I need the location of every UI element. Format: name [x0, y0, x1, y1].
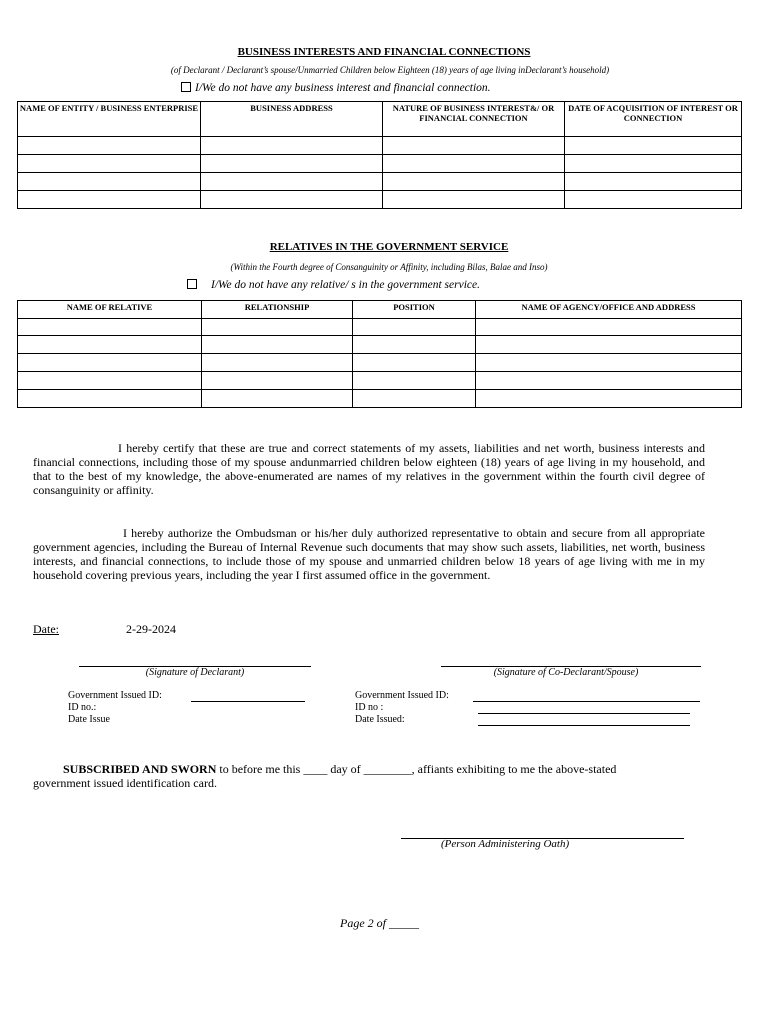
column-header: NAME OF AGENCY/OFFICE AND ADDRESS	[476, 301, 742, 319]
declarant-date-issue-label: Date Issue	[68, 714, 110, 725]
declarant-id-no-label: ID no.:	[68, 702, 97, 713]
declarant-gov-id-label: Government Issued ID:	[68, 690, 162, 701]
table-row	[18, 319, 742, 336]
authorization-paragraph: I hereby authorize the Ombudsman or his/her duly authorized representative to obtain and secure from all appropriate government agencies, including the Bureau of Internal Revenue such documents that may show such assets, liabilities, net worth, business interests, and financial connections, to include those of my spouse and unmarried children below 18 years of age living with me in my household covering previous years, including the year I first assumed office in the government.	[33, 526, 705, 582]
table-row	[18, 155, 742, 173]
declarant-gov-id-field[interactable]	[191, 701, 305, 702]
column-header: DATE OF ACQUISITION OF INTEREST OR CONNECTION	[565, 102, 742, 137]
table-header-row	[18, 102, 742, 137]
no-business-interest-checkbox[interactable]	[181, 82, 191, 92]
column-header: NAME OF ENTITY / BUSINESS ENTERPRISE	[18, 102, 201, 137]
codeclarant-gov-id-field[interactable]	[473, 701, 700, 702]
business-section-title: BUSINESS INTERESTS AND FINANCIAL CONNECTIONS	[237, 46, 531, 58]
no-relatives-label: I/We do not have any relative/ s in the government service.	[211, 279, 480, 291]
page-number: Page 2 of _____	[340, 916, 419, 930]
declarant-signature-label: (Signature of Declarant)	[145, 667, 245, 678]
column-header: RELATIONSHIP	[202, 301, 353, 319]
business-interests-table	[17, 101, 742, 209]
table-row	[18, 390, 742, 408]
codeclarant-id-no-field[interactable]	[478, 713, 690, 714]
certification-paragraph: I hereby certify that these are true and correct statements of my assets, liabilities and net worth, business interests and financial connections, including those of my spouse andunmarried children below eighteen (18) years of age living in my household, and that to the best of my knowledge, the above-enumerated are names of my relatives in the government within the fourth civil degree of consanguinity or affinity.	[33, 441, 705, 497]
table-row	[18, 336, 742, 354]
date-value: 2-29-2024	[126, 622, 176, 636]
subscribed-sworn-heading: SUBSCRIBED AND SWORN	[63, 762, 217, 776]
table-row	[18, 372, 742, 390]
codeclarant-gov-id-label: Government Issued ID:	[355, 690, 449, 701]
subscribed-sworn-text: to before me this ____ day of ________, affiants exhibiting to me the above-stated	[216, 762, 617, 776]
column-header: NAME OF RELATIVE	[18, 301, 202, 319]
table-row	[18, 137, 742, 155]
no-business-interest-label: I/We do not have any business interest and financial connection.	[195, 82, 491, 94]
table-row	[18, 173, 742, 191]
table-row	[18, 354, 742, 372]
relatives-section-subtitle: (Within the Fourth degree of Consanguinity or Affinity, including Bilas, Balae and Inso)	[230, 262, 548, 272]
date-label: Date:	[33, 622, 59, 636]
codeclarant-date-issued-label: Date Issued:	[355, 714, 405, 725]
table-row	[18, 191, 742, 209]
subscribed-sworn-text-continued: government issued identification card.	[33, 776, 217, 790]
codeclarant-date-issued-field[interactable]	[478, 725, 690, 726]
table-header-row	[18, 301, 742, 319]
no-business-interest-row	[181, 82, 491, 94]
business-section-subtitle: (of Declarant / Declarant’s spouse/Unmarried Children below Eighteen (18) years of age living inDeclarant’s household)	[170, 65, 610, 75]
codeclarant-id-no-label: ID no :	[355, 702, 384, 713]
column-header: NATURE OF BUSINESS INTEREST&/ OR FINANCIAL CONNECTION	[383, 102, 565, 137]
subscribed-sworn-statement	[33, 762, 733, 790]
column-header: POSITION	[353, 301, 476, 319]
relatives-table	[17, 300, 742, 408]
no-relatives-checkbox[interactable]	[187, 279, 197, 289]
codeclarant-signature-label: (Signature of Co-Declarant/Spouse)	[493, 667, 639, 678]
relatives-section-title: RELATIVES IN THE GOVERNMENT SERVICE	[269, 241, 509, 253]
oath-signature-label: (Person Administering Oath)	[441, 838, 570, 850]
no-relatives-row	[187, 279, 480, 291]
column-header: BUSINESS ADDRESS	[201, 102, 383, 137]
